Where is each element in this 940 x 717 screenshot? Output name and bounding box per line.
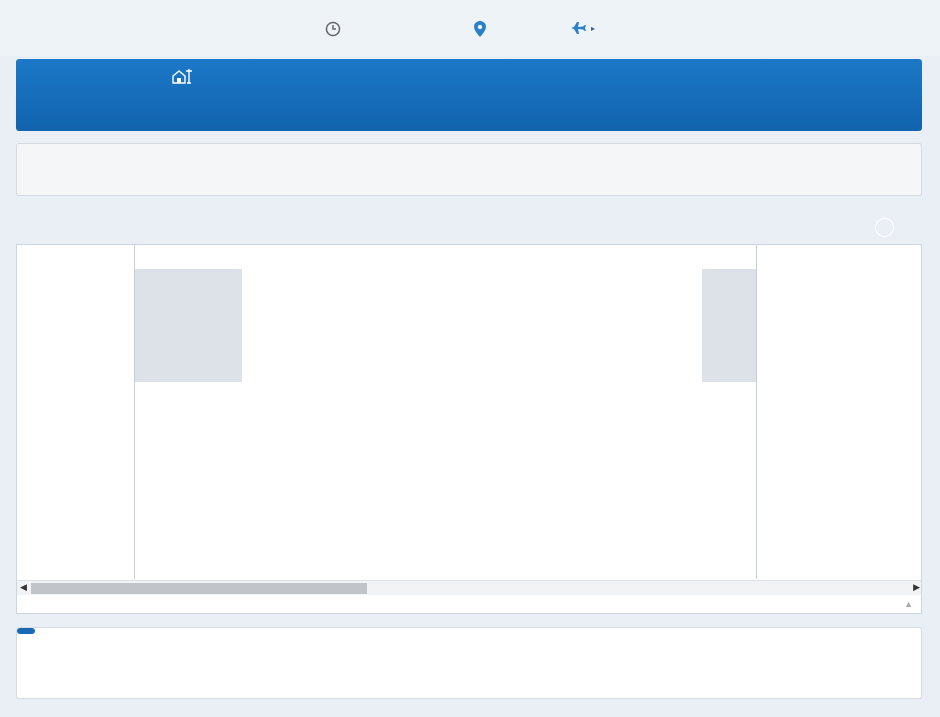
hourly-forecast-table	[16, 244, 922, 614]
current-weather-panel	[16, 59, 922, 131]
night-shade	[134, 269, 242, 382]
page-header	[0, 0, 940, 56]
airport-archive-link[interactable]	[570, 21, 600, 35]
map-link[interactable]	[474, 21, 491, 37]
weather-news	[16, 627, 922, 699]
collapse-arrow-icon[interactable]: ▲	[904, 599, 913, 609]
local-time	[325, 21, 351, 37]
scroll-left-icon[interactable]: ◀	[20, 582, 27, 592]
day-tabs	[16, 212, 922, 244]
weather-station-icon	[171, 67, 197, 85]
clock-icon	[325, 21, 341, 37]
scroll-right-icon[interactable]: ▶	[913, 582, 920, 592]
scrollbar-thumb[interactable]	[31, 583, 367, 594]
divider	[756, 245, 757, 579]
night-shade	[702, 269, 756, 382]
map-pin-icon	[474, 21, 486, 37]
divider	[134, 245, 135, 579]
news-badge	[17, 628, 35, 634]
help-icon[interactable]	[875, 218, 894, 237]
airplane-icon	[570, 21, 586, 35]
forecast-summary	[16, 143, 922, 196]
chevron-right-icon: ▸	[591, 23, 596, 33]
horizontal-scrollbar[interactable]	[17, 580, 922, 595]
